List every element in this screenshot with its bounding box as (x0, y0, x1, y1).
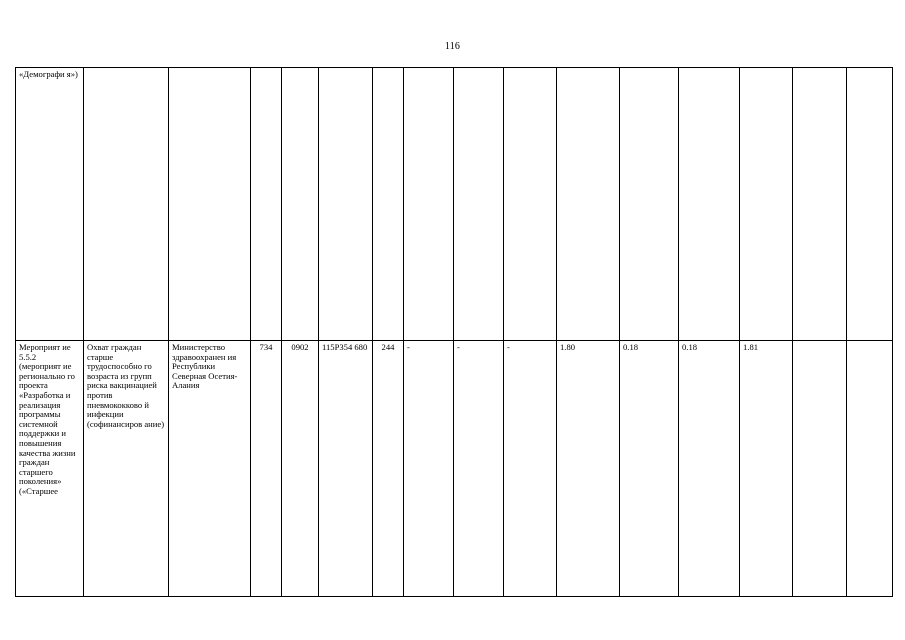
table-cell-year-1 (404, 68, 454, 341)
table-cell-year-9 (847, 341, 893, 597)
table-cell-year-4 (557, 68, 620, 341)
table-cell-year-5 (620, 68, 679, 341)
table-cell-executor: Министерство здравоохранен ия Республики Северная Осетия-Алания (169, 341, 251, 597)
table-cell-year-6: 0.18 (679, 341, 740, 597)
table-cell-year-8 (793, 341, 847, 597)
table-cell-vr (373, 68, 404, 341)
table-cell-name: «Демографи я») (16, 68, 84, 341)
table-cell-rzpr (282, 68, 319, 341)
table-cell-year-5: 0.18 (620, 341, 679, 597)
table-cell-year-9 (847, 68, 893, 341)
table-cell-indicator: Охват граждан старше трудоспособно го возраста из групп риска вакцинацией против пневмококково й инфекции (софинансиров ание) (84, 341, 169, 597)
table-cell-name: Мероприят ие 5.5.2 (мероприят ие регионально го проекта «Разработка и реализация программы системной поддержки и повышения качества жизни граждан старшего поколения» («Старшее (16, 341, 84, 597)
budget-table (15, 67, 893, 597)
table-cell-executor (169, 68, 251, 341)
table-cell-year-2 (454, 68, 504, 341)
table-cell-rzpr: 0902 (282, 341, 319, 597)
table-cell-year-2: - (454, 341, 504, 597)
table-cell-year-6 (679, 68, 740, 341)
table-row (16, 341, 893, 597)
table-cell-year-7: 1.81 (740, 341, 793, 597)
table-cell-year-3: - (504, 341, 557, 597)
table-cell-grbs (251, 68, 282, 341)
table-cell-year-1: - (404, 341, 454, 597)
table-cell-csr: 115P354 680 (319, 341, 373, 597)
table-cell-csr (319, 68, 373, 341)
table-cell-year-3 (504, 68, 557, 341)
page-number: 116 (444, 41, 461, 52)
table-cell-vr: 244 (373, 341, 404, 597)
table-cell-grbs: 734 (251, 341, 282, 597)
table-row (16, 68, 893, 341)
table-cell-indicator (84, 68, 169, 341)
table-cell-year-8 (793, 68, 847, 341)
table-cell-year-4: 1.80 (557, 341, 620, 597)
table-cell-year-7 (740, 68, 793, 341)
